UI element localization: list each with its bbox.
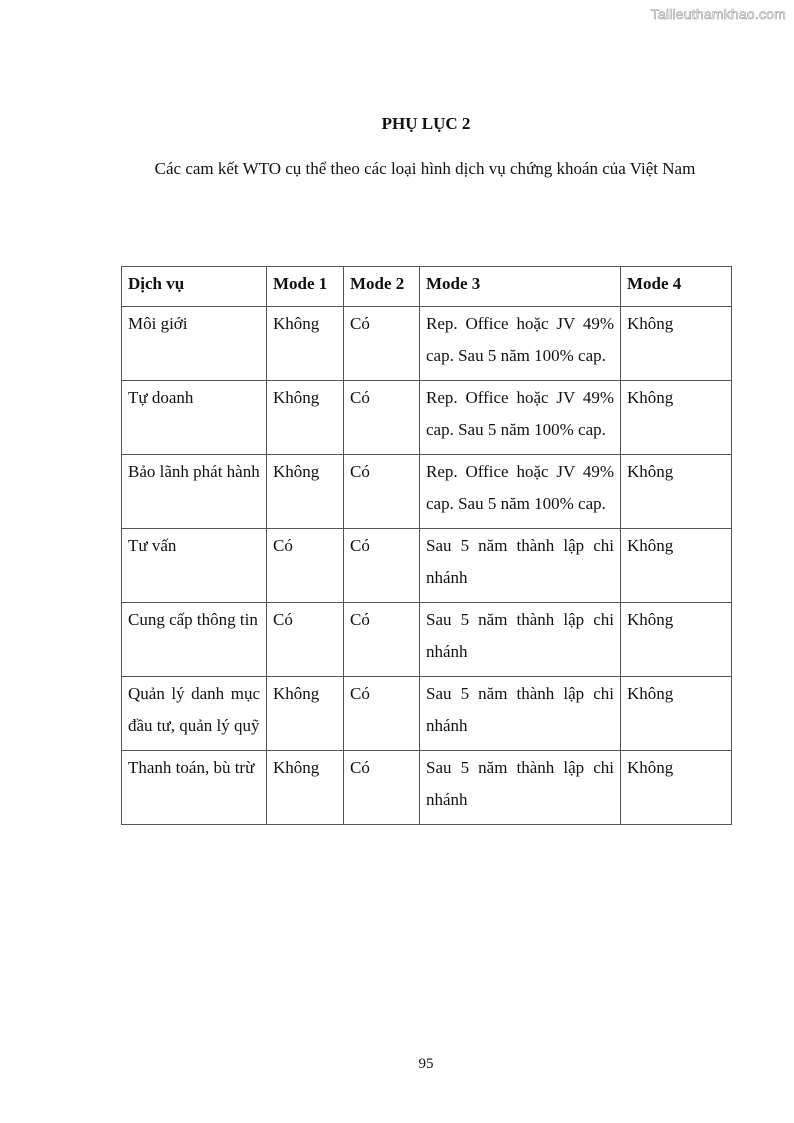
cell-mode-1: Không xyxy=(267,381,344,455)
cell-mode-2: Có xyxy=(344,603,420,677)
page-subtitle: Các cam kết WTO cụ thể theo các loại hình dịch vụ chứng khoán của Việt Nam xyxy=(154,159,696,178)
cell-mode-1: Không xyxy=(267,455,344,529)
cell-mode-3: Sau 5 năm thành lập chi nhánh xyxy=(420,529,621,603)
commitments-table xyxy=(121,266,732,825)
cell-mode-4: Không xyxy=(621,529,732,603)
header-service: Dịch vụ xyxy=(122,267,267,307)
cell-service: Tư vấn xyxy=(122,529,267,603)
page-title: PHỤ LỤC 2 xyxy=(381,114,471,133)
table-row xyxy=(122,307,732,381)
cell-mode-4: Không xyxy=(621,307,732,381)
cell-mode-2: Có xyxy=(344,751,420,825)
cell-mode-4: Không xyxy=(621,455,732,529)
header-mode-1: Mode 1 xyxy=(267,267,344,307)
cell-service: Thanh toán, bù trừ xyxy=(122,751,267,825)
table-row xyxy=(122,677,732,751)
cell-mode-3: Sau 5 năm thành lập chi nhánh xyxy=(420,751,621,825)
cell-mode-2: Có xyxy=(344,307,420,381)
table-row xyxy=(122,751,732,825)
cell-mode-3: Sau 5 năm thành lập chi nhánh xyxy=(420,603,621,677)
header-mode-3: Mode 3 xyxy=(420,267,621,307)
table-header-row xyxy=(122,267,732,307)
cell-service: Quản lý danh mục đầu tư, quản lý quỹ xyxy=(122,677,267,751)
header-mode-4: Mode 4 xyxy=(621,267,732,307)
table-row xyxy=(122,381,732,455)
cell-mode-3: Rep. Office hoặc JV 49% cap. Sau 5 năm 100% cap. xyxy=(420,381,621,455)
table-row xyxy=(122,455,732,529)
cell-service: Tự doanh xyxy=(122,381,267,455)
cell-service: Cung cấp thông tin xyxy=(122,603,267,677)
cell-mode-1: Không xyxy=(267,677,344,751)
cell-mode-1: Không xyxy=(267,307,344,381)
cell-mode-1: Không xyxy=(267,751,344,825)
cell-mode-3: Sau 5 năm thành lập chi nhánh xyxy=(420,677,621,751)
cell-service: Bảo lãnh phát hành xyxy=(122,455,267,529)
watermark: Tailieuthamkhao.com xyxy=(650,6,786,22)
table-row xyxy=(122,603,732,677)
cell-mode-2: Có xyxy=(344,677,420,751)
cell-mode-4: Không xyxy=(621,751,732,825)
cell-mode-3: Rep. Office hoặc JV 49% cap. Sau 5 năm 100% cap. xyxy=(420,307,621,381)
cell-mode-2: Có xyxy=(344,381,420,455)
cell-mode-4: Không xyxy=(621,603,732,677)
cell-mode-1: Có xyxy=(267,603,344,677)
header-mode-2: Mode 2 xyxy=(344,267,420,307)
cell-mode-4: Không xyxy=(621,677,732,751)
cell-mode-1: Có xyxy=(267,529,344,603)
page-number: 95 xyxy=(418,1056,434,1072)
cell-mode-2: Có xyxy=(344,455,420,529)
table-row xyxy=(122,529,732,603)
cell-mode-4: Không xyxy=(621,381,732,455)
cell-service: Môi giới xyxy=(122,307,267,381)
cell-mode-3: Rep. Office hoặc JV 49% cap. Sau 5 năm 100% cap. xyxy=(420,455,621,529)
cell-mode-2: Có xyxy=(344,529,420,603)
